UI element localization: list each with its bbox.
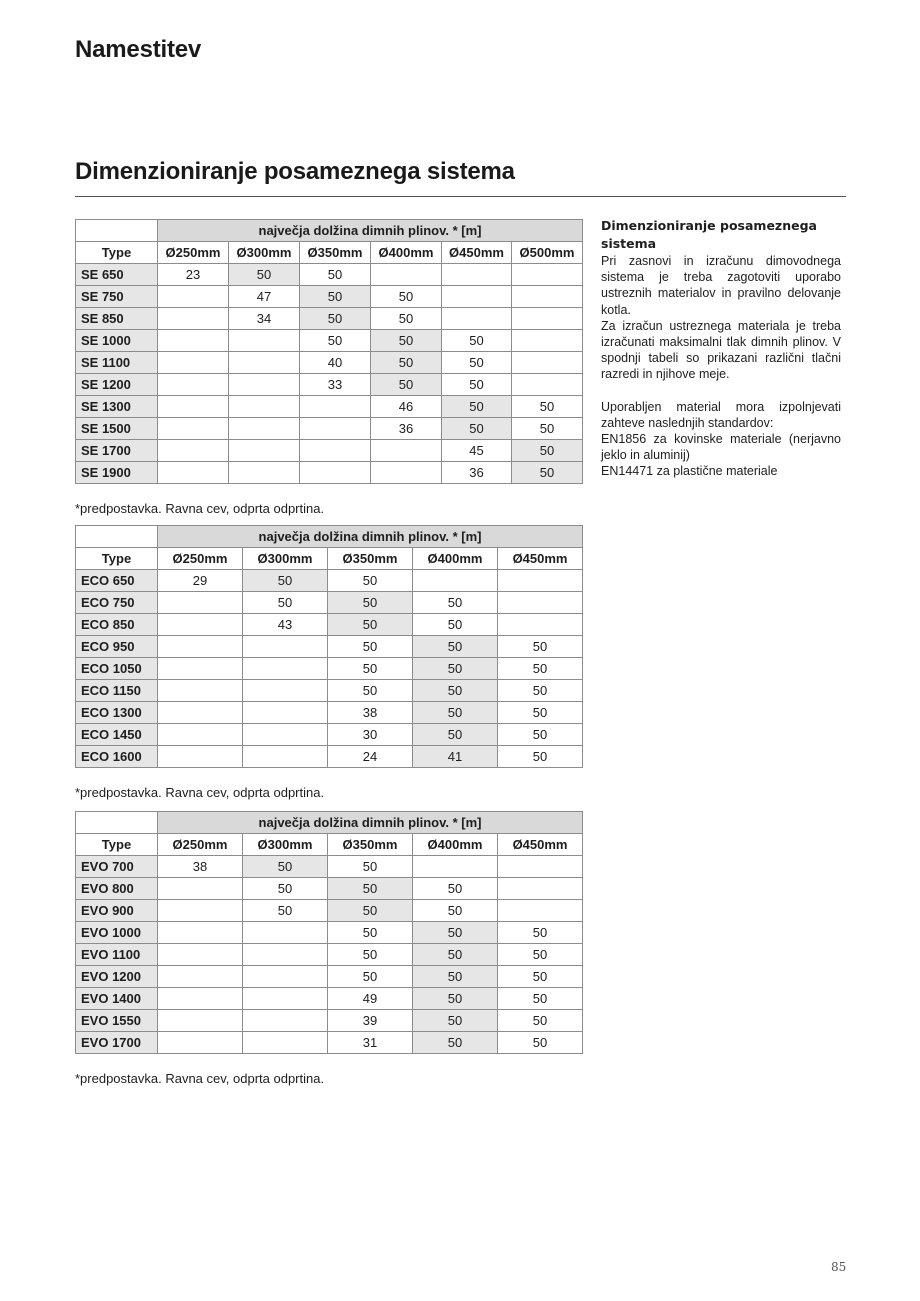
table-row xyxy=(76,746,583,768)
table-cell: 45 xyxy=(442,440,512,462)
table-cell xyxy=(158,286,229,308)
table-cell xyxy=(158,746,243,768)
table-cell xyxy=(243,944,328,966)
table-row xyxy=(76,1032,583,1054)
table-cell xyxy=(229,352,300,374)
table-cell xyxy=(498,878,583,900)
table-cell: 29 xyxy=(158,570,243,592)
table-cell: 50 xyxy=(328,878,413,900)
table-cell xyxy=(498,592,583,614)
table-row xyxy=(76,330,583,352)
column-header: Ø250mm xyxy=(158,548,243,570)
column-header: Ø350mm xyxy=(300,242,371,264)
table-cell: 50 xyxy=(328,922,413,944)
table-cell: 50 xyxy=(498,1032,583,1054)
table-cell: 50 xyxy=(413,922,498,944)
table-cell xyxy=(229,440,300,462)
table-cell xyxy=(158,462,229,484)
table-cell: 41 xyxy=(413,746,498,768)
table-cell: 50 xyxy=(371,374,442,396)
table-row xyxy=(76,614,583,636)
table-row xyxy=(76,286,583,308)
table-cell xyxy=(243,702,328,724)
table-cell xyxy=(243,680,328,702)
table-cell xyxy=(158,396,229,418)
table-cell xyxy=(158,1010,243,1032)
sidebar-paragraph: Za izračun ustreznega materiala je treba izračunati maksimalni tlak dimnih plinov. V spodnji tabeli so prikazani različni tlačni razredi in njihove meje. xyxy=(601,318,841,382)
table-header: največja dolžina dimnih plinov. * [m] xyxy=(158,812,583,834)
table-cell: 47 xyxy=(229,286,300,308)
table-cell: 50 xyxy=(413,592,498,614)
table-cell: 50 xyxy=(498,724,583,746)
table-cell: 50 xyxy=(371,286,442,308)
table-cell xyxy=(243,724,328,746)
table-cell xyxy=(371,462,442,484)
table-cell xyxy=(243,1010,328,1032)
table-cell xyxy=(158,724,243,746)
table-cell: 50 xyxy=(498,988,583,1010)
column-header: Ø350mm xyxy=(328,834,413,856)
table-cell: 50 xyxy=(328,658,413,680)
column-header: Ø300mm xyxy=(243,548,328,570)
table-cell xyxy=(158,636,243,658)
table-cell xyxy=(243,746,328,768)
table-cell: 24 xyxy=(328,746,413,768)
table-row xyxy=(76,1010,583,1032)
table-cell: 50 xyxy=(512,462,583,484)
row-type-cell: EVO 1100 xyxy=(76,944,158,966)
table-cell xyxy=(512,374,583,396)
row-type-cell: ECO 1150 xyxy=(76,680,158,702)
table-cell: 50 xyxy=(442,374,512,396)
table-cell xyxy=(158,922,243,944)
table-row xyxy=(76,418,583,440)
table-cell xyxy=(442,264,512,286)
table-cell: 50 xyxy=(498,1010,583,1032)
table-cell xyxy=(498,856,583,878)
page-title: Namestitev xyxy=(75,36,202,63)
table-cell: 50 xyxy=(442,418,512,440)
row-type-cell: SE 750 xyxy=(76,286,158,308)
table-row xyxy=(76,374,583,396)
table-cell: 50 xyxy=(413,680,498,702)
column-header: Ø450mm xyxy=(498,548,583,570)
table-cell: 50 xyxy=(413,988,498,1010)
row-type-cell: EVO 700 xyxy=(76,856,158,878)
table-cell: 46 xyxy=(371,396,442,418)
sidebar-paragraph: EN14471 za plastične materiale xyxy=(601,464,778,479)
evo-dimension-table xyxy=(75,811,583,1054)
row-type-cell: ECO 1050 xyxy=(76,658,158,680)
table-row xyxy=(76,658,583,680)
table-cell xyxy=(243,1032,328,1054)
table-cell: 50 xyxy=(442,330,512,352)
table-cell: 50 xyxy=(498,658,583,680)
table-header: največja dolžina dimnih plinov. * [m] xyxy=(158,526,583,548)
table-cell: 50 xyxy=(413,724,498,746)
table-row xyxy=(76,702,583,724)
table-cell xyxy=(243,966,328,988)
table-cell xyxy=(158,702,243,724)
table-row xyxy=(76,440,583,462)
table-cell xyxy=(158,658,243,680)
eco-dimension-table xyxy=(75,525,583,768)
sidebar-paragraph: Pri zasnovi in izračunu dimovodnega sistema je treba zagotoviti uporabo ustreznih materialov in pravilno delovanje kotla. xyxy=(601,254,841,317)
table-cell xyxy=(512,264,583,286)
column-header: Ø250mm xyxy=(158,242,229,264)
table-row xyxy=(76,462,583,484)
sidebar-paragraph: EN1856 za kovinske materiale (nerjavno jeklo in aluminij) xyxy=(601,432,841,463)
table-cell: 50 xyxy=(229,264,300,286)
table-cell: 50 xyxy=(498,702,583,724)
row-type-cell: SE 1000 xyxy=(76,330,158,352)
sidebar-heading: Dimenzioniranje posameznega sistema xyxy=(601,218,817,251)
table-cell xyxy=(158,418,229,440)
table-row xyxy=(76,966,583,988)
table-cell xyxy=(442,286,512,308)
table-row xyxy=(76,680,583,702)
table-cell: 50 xyxy=(413,1010,498,1032)
table-cell: 50 xyxy=(243,900,328,922)
sidebar-paragraph: Uporabljen material mora izpolnjevati zahteve naslednjih standardov: xyxy=(601,399,841,430)
table-cell xyxy=(229,396,300,418)
table-cell: 50 xyxy=(413,614,498,636)
table-cell xyxy=(158,308,229,330)
table-row xyxy=(76,724,583,746)
table-cell xyxy=(512,352,583,374)
table-cell xyxy=(243,636,328,658)
table-cell xyxy=(158,330,229,352)
table-corner xyxy=(76,220,158,242)
table-cell: 50 xyxy=(300,308,371,330)
table-row xyxy=(76,352,583,374)
row-type-cell: SE 1100 xyxy=(76,352,158,374)
table-cell xyxy=(158,944,243,966)
table-cell xyxy=(371,264,442,286)
row-type-cell: SE 1500 xyxy=(76,418,158,440)
table-cell: 34 xyxy=(229,308,300,330)
se-dimension-table xyxy=(75,219,583,484)
table-row xyxy=(76,636,583,658)
table-cell: 50 xyxy=(413,702,498,724)
table-cell: 23 xyxy=(158,264,229,286)
table-cell: 50 xyxy=(413,636,498,658)
table-cell xyxy=(498,570,583,592)
table-cell xyxy=(300,396,371,418)
table-cell: 50 xyxy=(498,966,583,988)
table-cell xyxy=(158,966,243,988)
table-cell xyxy=(229,462,300,484)
table-cell xyxy=(512,308,583,330)
table-cell: 30 xyxy=(328,724,413,746)
table-cell xyxy=(243,988,328,1010)
table-cell: 50 xyxy=(328,570,413,592)
table-cell xyxy=(243,658,328,680)
table-cell xyxy=(158,374,229,396)
table-row xyxy=(76,308,583,330)
table-cell: 50 xyxy=(328,680,413,702)
table-cell: 50 xyxy=(328,856,413,878)
table-cell xyxy=(512,330,583,352)
table-cell xyxy=(158,680,243,702)
column-header: Ø400mm xyxy=(371,242,442,264)
column-header: Ø450mm xyxy=(442,242,512,264)
column-header: Ø300mm xyxy=(229,242,300,264)
row-type-cell: SE 1900 xyxy=(76,462,158,484)
table-footnote: *predpostavka. Ravna cev, odprta odprtina. xyxy=(75,1071,325,1086)
row-type-cell: ECO 1300 xyxy=(76,702,158,724)
table-cell xyxy=(442,308,512,330)
table-row xyxy=(76,900,583,922)
column-header: Ø300mm xyxy=(243,834,328,856)
table-cell xyxy=(498,900,583,922)
section-divider xyxy=(75,196,846,197)
table-cell: 50 xyxy=(300,286,371,308)
row-type-cell: SE 1200 xyxy=(76,374,158,396)
row-type-cell: SE 1300 xyxy=(76,396,158,418)
table-row xyxy=(76,878,583,900)
table-cell: 50 xyxy=(243,856,328,878)
row-type-cell: SE 650 xyxy=(76,264,158,286)
table-cell xyxy=(158,592,243,614)
table-cell: 40 xyxy=(300,352,371,374)
row-type-cell: ECO 1600 xyxy=(76,746,158,768)
table-cell: 33 xyxy=(300,374,371,396)
table-cell: 50 xyxy=(371,352,442,374)
table-cell: 50 xyxy=(512,440,583,462)
table-cell: 36 xyxy=(371,418,442,440)
table-cell: 38 xyxy=(158,856,243,878)
table-row xyxy=(76,944,583,966)
table-cell xyxy=(229,374,300,396)
table-cell xyxy=(158,1032,243,1054)
column-header: Ø500mm xyxy=(512,242,583,264)
section-title: Dimenzioniranje posameznega sistema xyxy=(75,158,515,185)
table-cell: 50 xyxy=(498,944,583,966)
table-cell xyxy=(498,614,583,636)
row-type-cell: EVO 800 xyxy=(76,878,158,900)
table-cell: 50 xyxy=(413,944,498,966)
table-cell: 50 xyxy=(498,636,583,658)
row-type-cell: ECO 1450 xyxy=(76,724,158,746)
page-number: 85 xyxy=(831,1260,847,1274)
sidebar-text xyxy=(601,217,841,480)
table-row xyxy=(76,856,583,878)
table-cell: 50 xyxy=(328,592,413,614)
row-type-cell: EVO 900 xyxy=(76,900,158,922)
column-header: Ø450mm xyxy=(498,834,583,856)
row-type-cell: ECO 850 xyxy=(76,614,158,636)
table-cell xyxy=(158,440,229,462)
table-cell: 50 xyxy=(413,900,498,922)
table-cell: 50 xyxy=(498,746,583,768)
table-cell xyxy=(158,900,243,922)
table-row xyxy=(76,592,583,614)
table-row xyxy=(76,264,583,286)
table-row xyxy=(76,570,583,592)
table-cell: 50 xyxy=(498,922,583,944)
table-cell xyxy=(158,988,243,1010)
table-cell xyxy=(413,856,498,878)
table-cell: 50 xyxy=(328,636,413,658)
row-type-cell: SE 850 xyxy=(76,308,158,330)
table-cell xyxy=(243,922,328,944)
row-type-cell: ECO 950 xyxy=(76,636,158,658)
table-cell: 50 xyxy=(243,592,328,614)
type-column-header: Type xyxy=(76,548,158,570)
table-cell: 50 xyxy=(413,878,498,900)
row-type-cell: EVO 1400 xyxy=(76,988,158,1010)
table-cell: 50 xyxy=(328,966,413,988)
table-cell xyxy=(158,614,243,636)
table-cell xyxy=(158,878,243,900)
table-cell: 31 xyxy=(328,1032,413,1054)
table-cell: 50 xyxy=(371,308,442,330)
column-header: Ø250mm xyxy=(158,834,243,856)
column-header: Ø350mm xyxy=(328,548,413,570)
column-header: Ø400mm xyxy=(413,548,498,570)
row-type-cell: SE 1700 xyxy=(76,440,158,462)
table-cell: 49 xyxy=(328,988,413,1010)
table-cell: 50 xyxy=(371,330,442,352)
table-cell: 50 xyxy=(512,418,583,440)
table-cell: 50 xyxy=(413,966,498,988)
table-cell: 50 xyxy=(442,396,512,418)
table-cell xyxy=(371,440,442,462)
table-cell: 50 xyxy=(442,352,512,374)
table-cell xyxy=(229,418,300,440)
table-cell xyxy=(413,570,498,592)
table-cell: 50 xyxy=(243,878,328,900)
table-cell: 36 xyxy=(442,462,512,484)
column-header: Ø400mm xyxy=(413,834,498,856)
table-cell xyxy=(229,330,300,352)
row-type-cell: EVO 1550 xyxy=(76,1010,158,1032)
table-cell: 50 xyxy=(413,658,498,680)
table-cell: 50 xyxy=(243,570,328,592)
row-type-cell: ECO 750 xyxy=(76,592,158,614)
table-cell: 38 xyxy=(328,702,413,724)
table-cell: 50 xyxy=(498,680,583,702)
table-cell xyxy=(158,352,229,374)
row-type-cell: EVO 1200 xyxy=(76,966,158,988)
table-cell xyxy=(300,418,371,440)
table-footnote: *predpostavka. Ravna cev, odprta odprtina. xyxy=(75,785,325,800)
row-type-cell: EVO 1700 xyxy=(76,1032,158,1054)
table-header: največja dolžina dimnih plinov. * [m] xyxy=(158,220,583,242)
table-corner xyxy=(76,526,158,548)
table-cell: 50 xyxy=(328,614,413,636)
table-cell: 43 xyxy=(243,614,328,636)
type-column-header: Type xyxy=(76,834,158,856)
table-row xyxy=(76,396,583,418)
table-cell: 50 xyxy=(512,396,583,418)
table-cell: 50 xyxy=(300,330,371,352)
table-cell: 50 xyxy=(328,900,413,922)
table-cell: 50 xyxy=(328,944,413,966)
table-cell xyxy=(300,440,371,462)
table-cell: 50 xyxy=(413,1032,498,1054)
table-corner xyxy=(76,812,158,834)
table-cell: 50 xyxy=(300,264,371,286)
row-type-cell: EVO 1000 xyxy=(76,922,158,944)
table-cell: 39 xyxy=(328,1010,413,1032)
type-column-header: Type xyxy=(76,242,158,264)
table-footnote: *predpostavka. Ravna cev, odprta odprtina. xyxy=(75,501,325,516)
table-cell xyxy=(300,462,371,484)
row-type-cell: ECO 650 xyxy=(76,570,158,592)
table-row xyxy=(76,922,583,944)
table-cell xyxy=(512,286,583,308)
table-row xyxy=(76,988,583,1010)
